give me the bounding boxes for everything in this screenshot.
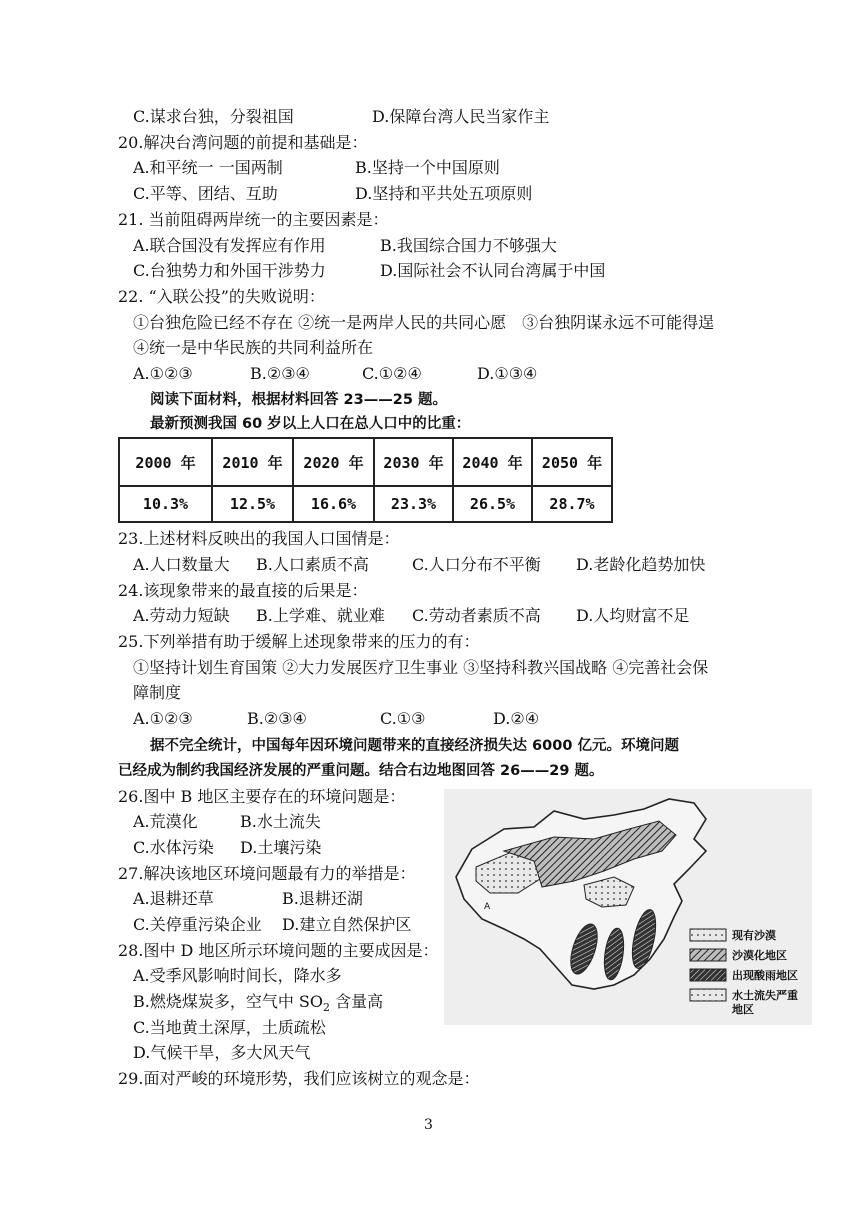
table-cell-year: 2000 年 (119, 438, 212, 486)
china-environment-map (444, 789, 812, 1025)
question-27: 27.解决该地区环境问题最有力的举措是： (118, 864, 416, 883)
option-21a: A.联合国没有发挥应有作用 (133, 236, 326, 255)
question-20: 20.解决台湾问题的前提和基础是： (118, 133, 368, 152)
option-20a: A.和平统一 一国两制 (133, 158, 283, 177)
reading-instruction-26-29-line2: 已经成为制约我国经济发展的严重问题。结合右边地图回答 26——29 题。 (118, 763, 604, 779)
option-23b: B.人口素质不高 (256, 555, 369, 574)
legend-swatch-desert (690, 929, 726, 941)
option-24a: A.劳动力短缺 (133, 606, 230, 625)
legend-swatch-soil-erosion (690, 989, 726, 1001)
table-cell-value: 12.5% (212, 486, 293, 522)
legend-swatch-acid-rain (690, 969, 726, 981)
legend-label-desertification: 沙漠化地区 (732, 949, 787, 962)
option-28d: D.气候干旱，多大风天气 (133, 1043, 311, 1062)
option-19d: D.保障台湾人民当家作主 (372, 107, 550, 126)
option-26c: C.水体污染 (133, 838, 214, 857)
option-23d: D.老龄化趋势加快 (576, 555, 706, 574)
option-27b: B.退耕还湖 (282, 889, 363, 908)
option-28b-text-end: 含量高 (330, 992, 384, 1011)
option-24b: B.上学难、就业难 (256, 606, 385, 625)
legend-label-desert: 现有沙漠 (732, 929, 776, 942)
question-23: 23.上述材料反映出的我国人口国情是： (118, 529, 400, 548)
option-25b: B.②③④ (247, 709, 307, 728)
question-22: 22. “入联公投”的失败说明： (118, 287, 325, 306)
option-28b-subscript: 2 (323, 1001, 331, 1015)
statements-22-line2: ④统一是中华民族的共同利益所在 (133, 338, 374, 357)
question-29: 29.面对严峻的环境形势，我们应该树立的观念是： (118, 1069, 480, 1088)
statements-25-line1: ①坚持计划生育国策 ②大力发展医疗卫生事业 ③坚持科教兴国战略 ④完善社会保 (133, 658, 709, 677)
option-21d: D.国际社会不认同台湾属于中国 (380, 261, 606, 280)
table-cell-year: 2030 年 (374, 438, 453, 486)
statements-22-line1: ①台独危险已经不存在 ②统一是两岸人民的共同心愿 ③台独阴谋永远不可能得逞 (133, 313, 715, 332)
option-25c: C.①③ (380, 709, 426, 728)
reading-instruction-23-25: 阅读下面材料，根据材料回答 23——25 题。 (150, 392, 447, 408)
option-28b-text: B.燃烧煤炭多，空气中 SO (133, 992, 324, 1011)
statements-25-line2: 障制度 (133, 683, 182, 702)
table-cell-year: 2040 年 (453, 438, 532, 486)
option-23c: C.人口分布不平衡 (412, 555, 541, 574)
option-26d: D.土壤污染 (240, 838, 322, 857)
table-cell-value: 16.6% (293, 486, 374, 522)
option-22a: A.①②③ (133, 364, 193, 383)
option-21c: C.台独势力和外国干涉势力 (133, 261, 326, 280)
legend-label-soil-erosion-2: 地区 (732, 1003, 754, 1016)
question-28: 28.图中 D 地区所示环境问题的主要成因是： (118, 941, 439, 960)
option-25d: D.②④ (493, 709, 540, 728)
map-label-a: A (484, 902, 491, 912)
option-27c: C.关停重污染企业 (133, 915, 262, 934)
table-title: 最新预测我国 60 岁以上人口在总人口中的比重： (150, 416, 471, 432)
option-22c: C.①②④ (362, 364, 422, 383)
table-cell-year: 2050 年 (532, 438, 612, 486)
legend-label-soil-erosion: 水土流失严重 (732, 989, 798, 1002)
option-27a: A.退耕还草 (133, 889, 214, 908)
legend-label-acid-rain: 出现酸雨地区 (732, 969, 798, 982)
option-28c: C.当地黄土深厚，土质疏松 (133, 1018, 326, 1037)
table-cell-year: 2020 年 (293, 438, 374, 486)
question-24: 24.该现象带来的最直接的后果是： (118, 581, 368, 600)
reading-instruction-26-29-line1: 据不完全统计，中国每年因环境问题带来的直接经济损失达 6000 亿元。环境问题 (150, 738, 679, 754)
question-25: 25.下列举措有助于缓解上述现象带来的压力的有： (118, 632, 480, 651)
option-22b: B.②③④ (250, 364, 310, 383)
option-25a: A.①②③ (133, 709, 193, 728)
table-row-years (119, 438, 612, 486)
option-22d: D.①③④ (477, 364, 538, 383)
table-row-values (119, 486, 612, 522)
question-21: 21. 当前阻碍两岸统一的主要因素是： (118, 210, 389, 229)
option-28a: A.受季风影响时间长，降水多 (133, 966, 342, 985)
option-24d: D.人均财富不足 (576, 606, 690, 625)
option-20c: C.平等、团结、互助 (133, 184, 278, 203)
option-26b: B.水土流失 (240, 812, 321, 831)
option-20b: B.坚持一个中国原则 (355, 158, 500, 177)
legend-swatch-desertification (690, 949, 726, 961)
table-cell-year: 2010 年 (212, 438, 293, 486)
question-26: 26.图中 B 地区主要存在的环境问题是： (118, 787, 406, 806)
table-cell-value: 10.3% (119, 486, 212, 522)
option-27d: D.建立自然保护区 (282, 915, 412, 934)
table-cell-value: 26.5% (453, 486, 532, 522)
option-21b: B.我国综合国力不够强大 (380, 236, 557, 255)
option-19c: C.谋求台独，分裂祖国 (133, 107, 294, 126)
population-table (118, 437, 613, 523)
option-28b (133, 992, 383, 1018)
table-cell-value: 28.7% (532, 486, 612, 522)
option-24c: C.劳动者素质不高 (412, 606, 541, 625)
option-26a: A.荒漠化 (133, 812, 198, 831)
table-cell-value: 23.3% (374, 486, 453, 522)
option-23a: A.人口数量大 (133, 555, 230, 574)
page-number: 3 (424, 1117, 433, 1133)
option-20d: D.坚持和平共处五项原则 (355, 184, 533, 203)
